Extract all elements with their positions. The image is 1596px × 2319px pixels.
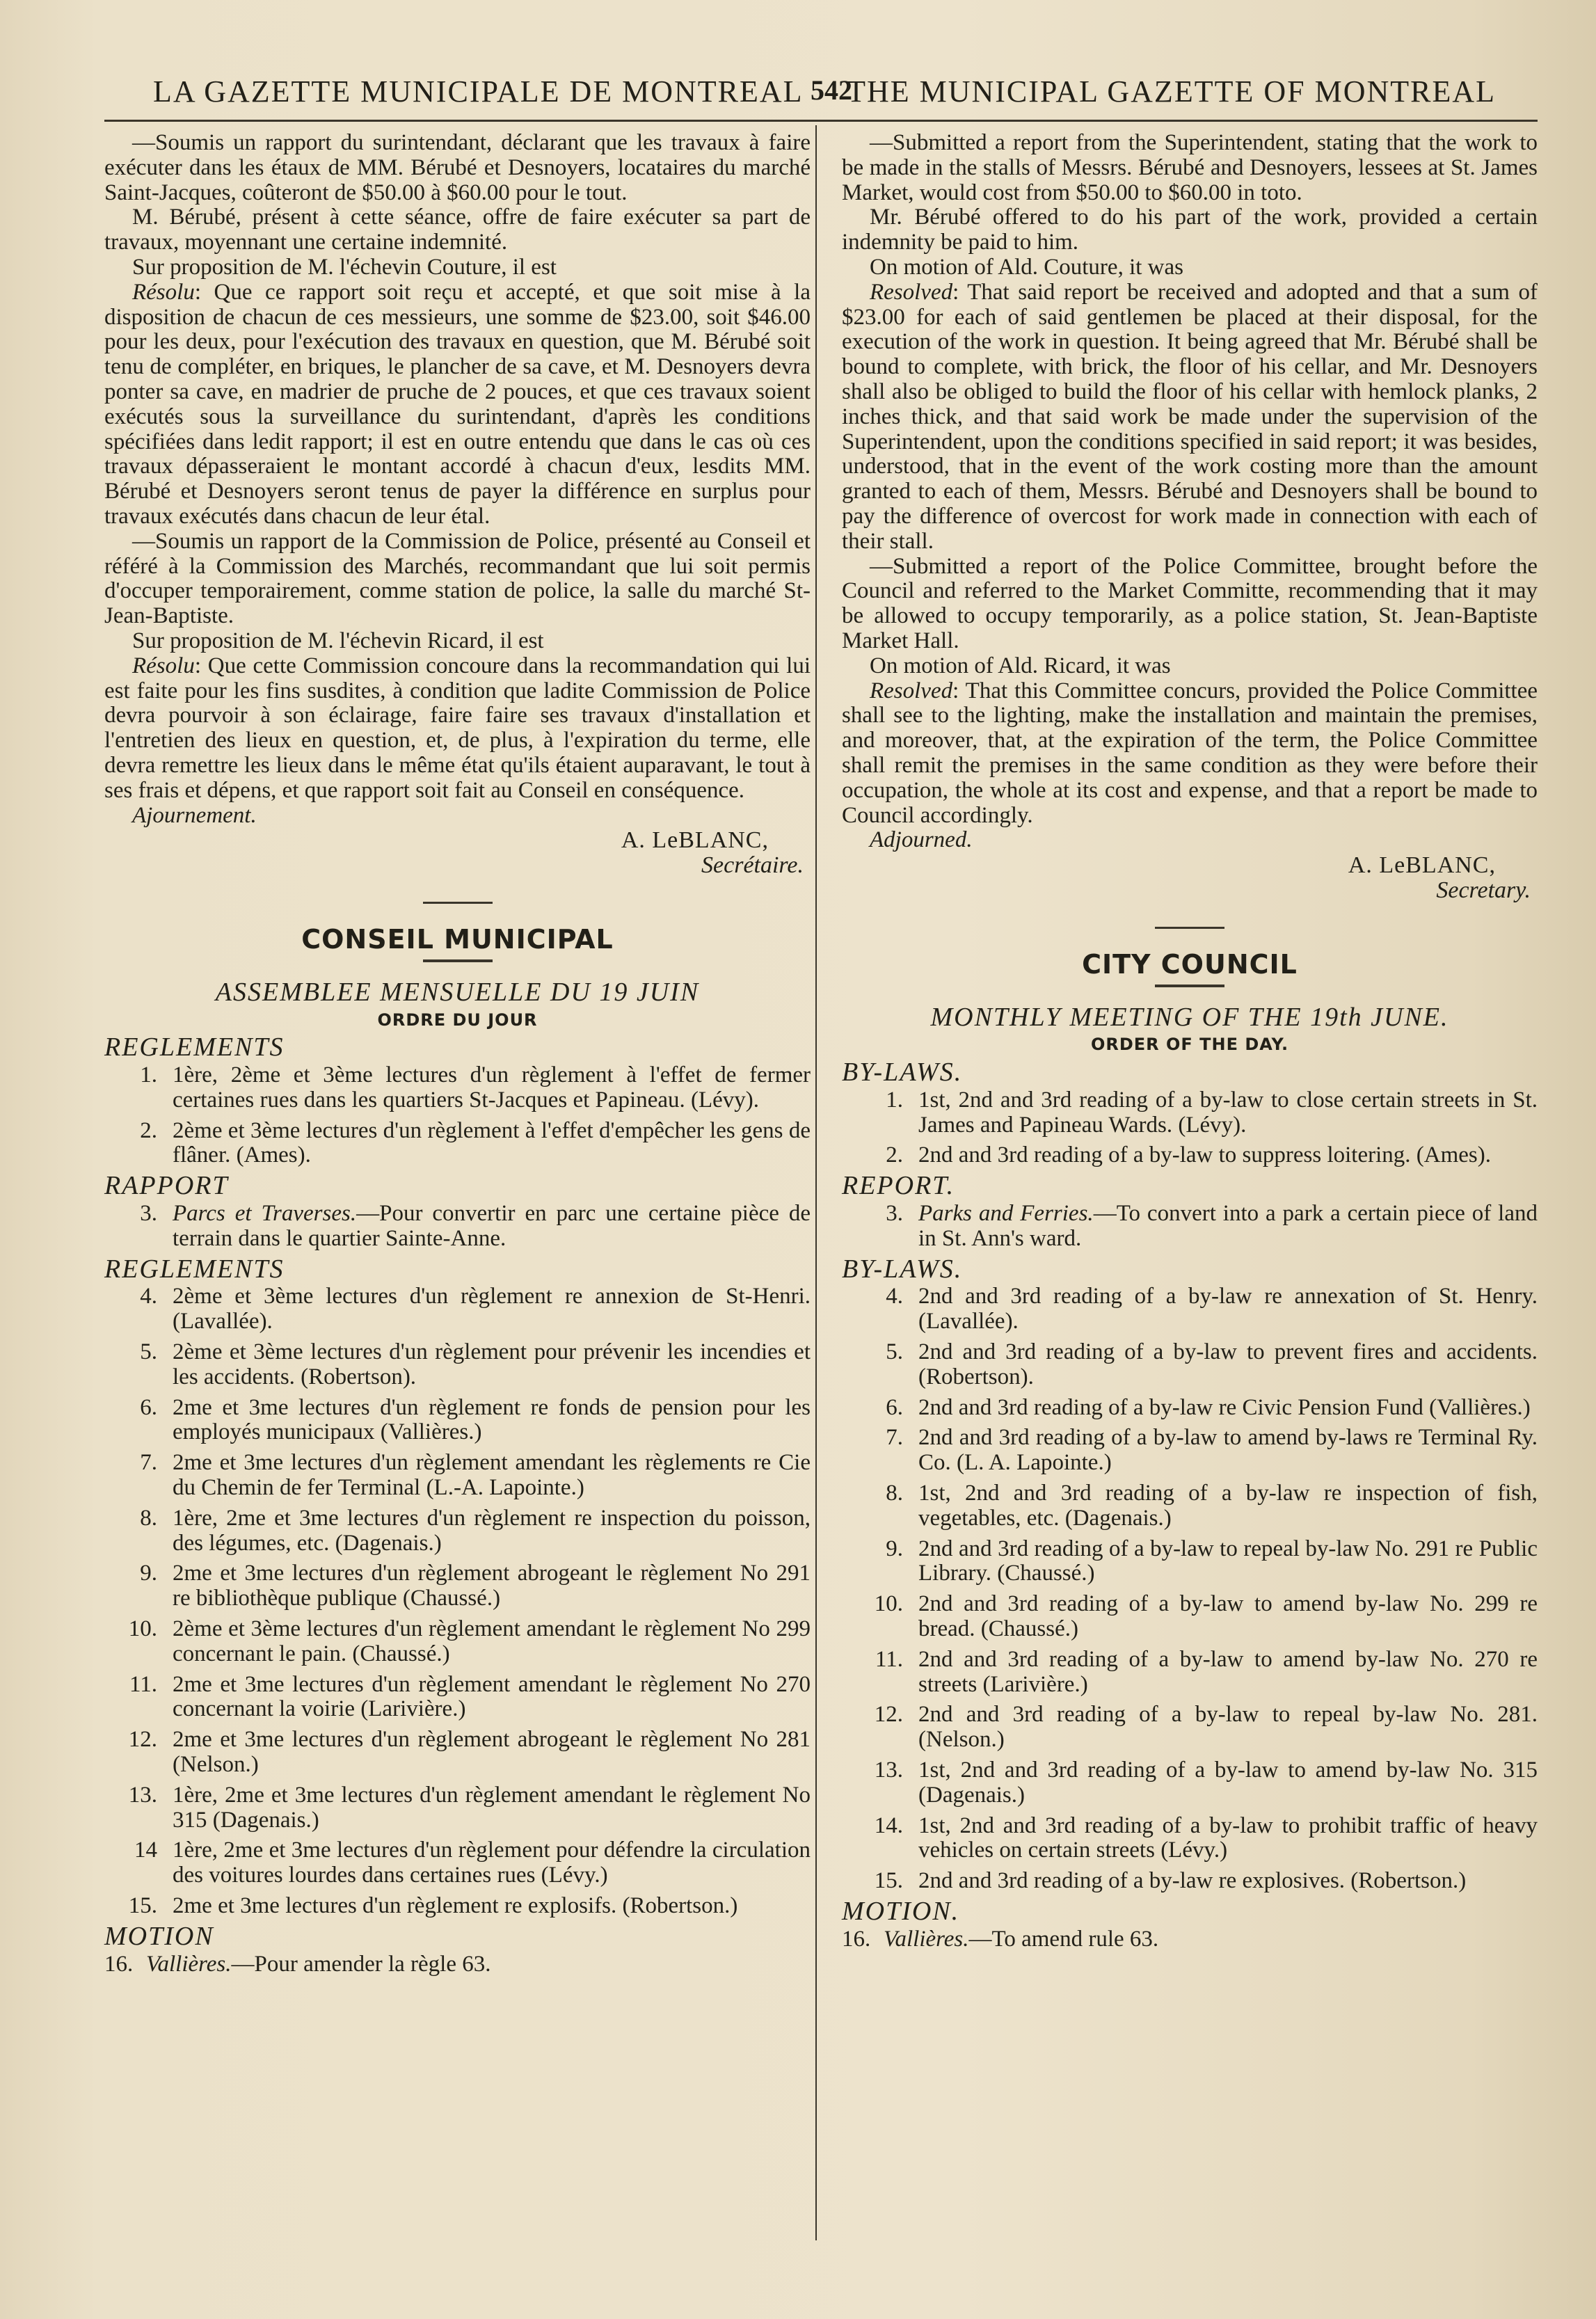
meeting-title: ASSEMBLEE MENSUELLE DU 19 JUIN (215, 977, 700, 1007)
section-rule (1155, 927, 1224, 929)
list-item: 15. 2me et 3me lectures d'un règlement re explosifs. (Robertson.) (128, 1893, 738, 1918)
paragraph: —Soumis un rapport du surintendant, déclarant que les travaux à faire exécuter dans les étaux de MM. Bérubé et Desnoyers, locataires du marché Saint-Jacques, coûteront de $50.00 à $60.00 pour le tout. (104, 130, 811, 205)
paragraph: On motion of Ald. Couture, it was (870, 254, 1183, 280)
section-label: REGLEMENTS (104, 1033, 285, 1062)
list-item: 3. Parcs et Traverses.—Pour convertir en parc une certaine pièce de terrain dans le quartier Sainte-Anne. (140, 1201, 811, 1251)
order-of-day: ORDER OF THE DAY. (1090, 1035, 1289, 1055)
list-item: 1. 1st, 2nd and 3rd reading of a by-law to close certain streets in St. James and Papineau Wards. (Lévy). (886, 1087, 1538, 1138)
list-item: 7. 2me et 3me lectures d'un règlement amendant les règlements re Cie du Chemin de fer Terminal (L.-A. Lapointe.) (140, 1450, 811, 1501)
heading-rule (423, 959, 493, 962)
list-item: 6. 2nd and 3rd reading of a by-law re Civic Pension Fund (Vallières.) (886, 1394, 1531, 1420)
list-item: 8. 1st, 2nd and 3rd reading of a by-law re inspection of fish, vegetables, etc. (Dagenais.) (886, 1481, 1538, 1531)
list-item: 10. 2ème et 3ème lectures d'un règlement amendant le règlement No 299 concernant le pain. (Chaussé.) (128, 1616, 811, 1666)
list-item: 4. 2nd and 3rd reading of a by-law re annexation of St. Henry. (Lavallée). (886, 1284, 1538, 1334)
paragraph: Sur proposition de M. l'échevin Ricard, il est (132, 628, 544, 653)
list-item: 10. 2nd and 3rd reading of a by-law to amend by-law No. 299 re bread. (Chaussé.) (874, 1591, 1538, 1642)
council-heading: CITY COUNCIL (1082, 948, 1298, 980)
resolution-text: : That said report be received and adopted and that a sum of $23.00 for each of said gentlemen be placed at their disposal, for the execution of the work in question. It being agreed that Mr. Bérubé shall be bound to complete, with brick, the floor of his cellar, and Mr. Desnoyers shall also be obliged to build the floor of his cellar with hemlock planks, 2 inches thick, and that said work be made under the supervision of the Superintendent, upon the conditions specified in said report; it was besides, understood, that in the event of the work costing more than the amount granted to each of them, Messrs. Bérubé and Desnoyers shall be bound to pay the difference of overcost for work made in connection with each of their stall. (842, 279, 1538, 554)
section-label: BY-LAWS. (842, 1058, 963, 1087)
adjournment: Ajournement. (132, 802, 257, 828)
list-item: 11. 2nd and 3rd reading of a by-law to amend by-law No. 270 re streets (Larivière.) (875, 1646, 1538, 1697)
meeting-title: MONTHLY MEETING OF THE 19th JUNE. (930, 1002, 1449, 1032)
paragraph: —Submitted a report of the Police Committee, brought before the Council and referred to the Market Committe, recommending that it may be allowed to occupy temporarily, as a police station, St. Jean-Baptiste Market Hall. (842, 553, 1538, 653)
list-item: 2. 2nd and 3rd reading of a by-law to suppress loitering. (Ames). (886, 1142, 1491, 1168)
list-item: 3. Parks and Ferries.—To convert into a park a certain piece of land in St. Ann's ward. (886, 1201, 1538, 1251)
list-item: 7. 2nd and 3rd reading of a by-law to amend by-laws re Terminal Ry. Co. (L. A. Lapointe.) (886, 1425, 1538, 1476)
header-title-french: LA GAZETTE MUNICIPALE DE MONTREAL (153, 74, 804, 109)
paragraph: On motion of Ald. Ricard, it was (870, 653, 1171, 678)
paragraph: —Submitted a report from the Superintendent, stating that the work to be made in the stalls of Messrs. Bérubé and Desnoyers, lessees at St. James Market, would cost from $50.00 to $60.00 in toto. (842, 130, 1538, 205)
order-of-day: ORDRE DU JOUR (377, 1010, 538, 1030)
paragraph: —Soumis un rapport de la Commission de Police, présenté au Conseil et référé à la Commission des Marchés, recommandant que lui soit permis d'occuper temporairement, comme station de police, la salle du marché St-Jean-Baptiste. (104, 528, 811, 629)
list-item: 11. 2me et 3me lectures d'un règlement amendant le règlement No 270 concernant la voirie (Larivière.) (129, 1671, 811, 1722)
resolution (842, 280, 1538, 555)
list-item: 13. 1ère, 2me et 3me lectures d'un règlement amendant le règlement No 315 (Dagenais.) (128, 1782, 811, 1833)
list-item: 5. 2nd and 3rd reading of a by-law to prevent fires and accidents. (Robertson). (886, 1339, 1538, 1389)
page-number: 542 (811, 74, 852, 106)
list-item: 4. 2ème et 3ème lectures d'un règlement re annexion de St-Henri. (Lavallée). (140, 1284, 811, 1334)
section-label: REGLEMENTS (104, 1254, 285, 1284)
french-column (104, 131, 811, 1977)
signature-name: A. LeBLANC, (1348, 852, 1496, 879)
adjournment: Adjourned. (870, 827, 973, 853)
resolution-label: Resolved (870, 279, 953, 305)
list-item: 9. 2me et 3me lectures d'un règlement abrogeant le règlement No 291 re bibliothèque publique (Chaussé.) (140, 1561, 811, 1611)
resolution (842, 679, 1538, 829)
section-label: REPORT. (842, 1171, 955, 1201)
signature-title: Secrétaire. (701, 852, 804, 879)
list-item: 12. 2nd and 3rd reading of a by-law to repeal by-law No. 281. (Nelson.) (874, 1702, 1538, 1753)
list-item: 12. 2me et 3me lectures d'un règlement abrogeant le règlement No 281 (Nelson.) (128, 1727, 811, 1778)
section-rule (423, 902, 493, 904)
section-label: MOTION. (842, 1897, 960, 1926)
signature-title: Secretary. (1436, 877, 1531, 903)
english-column (842, 131, 1538, 1952)
page-header (104, 64, 1538, 122)
paragraph: Mr. Bérubé offered to do his part of the work, provided a certain indemnity be paid to him. (842, 205, 1538, 255)
list-item: 2. 2ème et 3ème lectures d'un règlement à l'effet d'empêcher les gens de flâner. (Ames). (140, 1117, 811, 1168)
section-label: MOTION (104, 1921, 214, 1951)
motion-item: 16. Vallières.—To amend rule 63. (842, 1926, 1159, 1952)
signature-name: A. LeBLANC, (621, 827, 769, 854)
list-item: 5. 2ème et 3ème lectures d'un règlement pour prévenir les incendies et les accidents. (Robertson). (140, 1339, 811, 1389)
resolution-text: : Que ce rapport soit reçu et accepté, et que soit mise à la disposition de chacun de ces messieurs, une somme de $23.00, soit $46.00 pour les deux, pour l'exécution des travaux en question, que M. Bérubé soit tenu de compléter, en briques, le plancher de sa cave, et M. Desnoyers devra ponter sa cave, en madrier de pruche de 2 pouces, et que ces travaux soient exécutés sous la surveillance du surintendant, d'après les conditions spécifiées dans ledit rapport; il est en outre entendu que dans le cas où ces travaux dépasseraient le montant accordé à chacun d'eux, lesdits MM. Bérubé et Desnoyers seront tenus de payer la différence en surplus pour travaux exécutés dans chacun de leur étal. (104, 279, 811, 529)
resolution-text: : That this Committee concurs, provided the Police Committee shall see to the lighting, make the installation and maintain the premises, and moreover, that, at the expiration of the term, the Police Committee shall remit the premises in the same condition as they were before their occupation, the whole at its cost and expense, and that a report be made to Council accordingly. (842, 678, 1538, 828)
column-divider (815, 125, 817, 2240)
list-item: 14. 1st, 2nd and 3rd reading of a by-law to prohibit traffic of heavy vehicles on certain streets (Lévy.) (874, 1812, 1538, 1863)
section-label: RAPPORT (104, 1171, 229, 1201)
list-item: 9. 2nd and 3rd reading of a by-law to repeal by-law No. 291 re Public Library. (Chaussé.) (886, 1536, 1538, 1586)
paragraph: M. Bérubé, présent à cette séance, offre de faire exécuter sa part de travaux, moyennant une certaine indemnité. (104, 205, 811, 255)
resolution (104, 654, 811, 804)
list-item: 13. 1st, 2nd and 3rd reading of a by-law to amend by-law No. 315 (Dagenais.) (874, 1758, 1538, 1808)
resolution-label: Resolved (870, 678, 953, 703)
resolution-label: Résolu (132, 653, 195, 678)
heading-rule (1155, 985, 1224, 987)
motion-item: 16. Vallières.—Pour amender la règle 63. (104, 1951, 491, 1977)
resolution (104, 280, 811, 529)
header-title-english: THE MUNICIPAL GAZETTE OF MONTREAL (847, 74, 1496, 109)
list-item: 14 1ère, 2me et 3me lectures d'un règlement pour défendre la circulation des voitures lourdes dans certaines rues (Lévy.) (134, 1838, 811, 1888)
list-item: 15. 2nd and 3rd reading of a by-law re explosives. (Robertson.) (874, 1868, 1467, 1894)
resolution-label: Résolu (132, 279, 195, 305)
paragraph: Sur proposition de M. l'échevin Couture, il est (132, 254, 557, 280)
list-item: 1. 1ère, 2ème et 3ème lectures d'un règlement à l'effet de fermer certaines rues dans les quartiers St-Jacques et Papineau. (Lévy). (140, 1062, 811, 1113)
section-label: BY-LAWS. (842, 1254, 963, 1284)
council-heading: CONSEIL MUNICIPAL (301, 923, 614, 955)
resolution-text: : Que cette Commission concoure dans la recommandation qui lui est faite pour les fins susdites, à condition que ladite Commission de Police devra pourvoir à son éclairage, faire faire ses travaux d'installation et l'entretien des lieux en question, et, de plus, à l'expiration du terme, elle devra remettre les lieux dans le même état qu'ils étaient auparavant, le tout à ses frais et dépens, et que rapport soit fait au Conseil en conséquence. (104, 653, 811, 803)
list-item: 8. 1ère, 2me et 3me lectures d'un règlement re inspection du poisson, des légumes, etc. (Dagenais.) (140, 1505, 811, 1556)
list-item: 6. 2me et 3me lectures d'un règlement re fonds de pension pour les employés municipaux (Vallières.) (140, 1394, 811, 1445)
